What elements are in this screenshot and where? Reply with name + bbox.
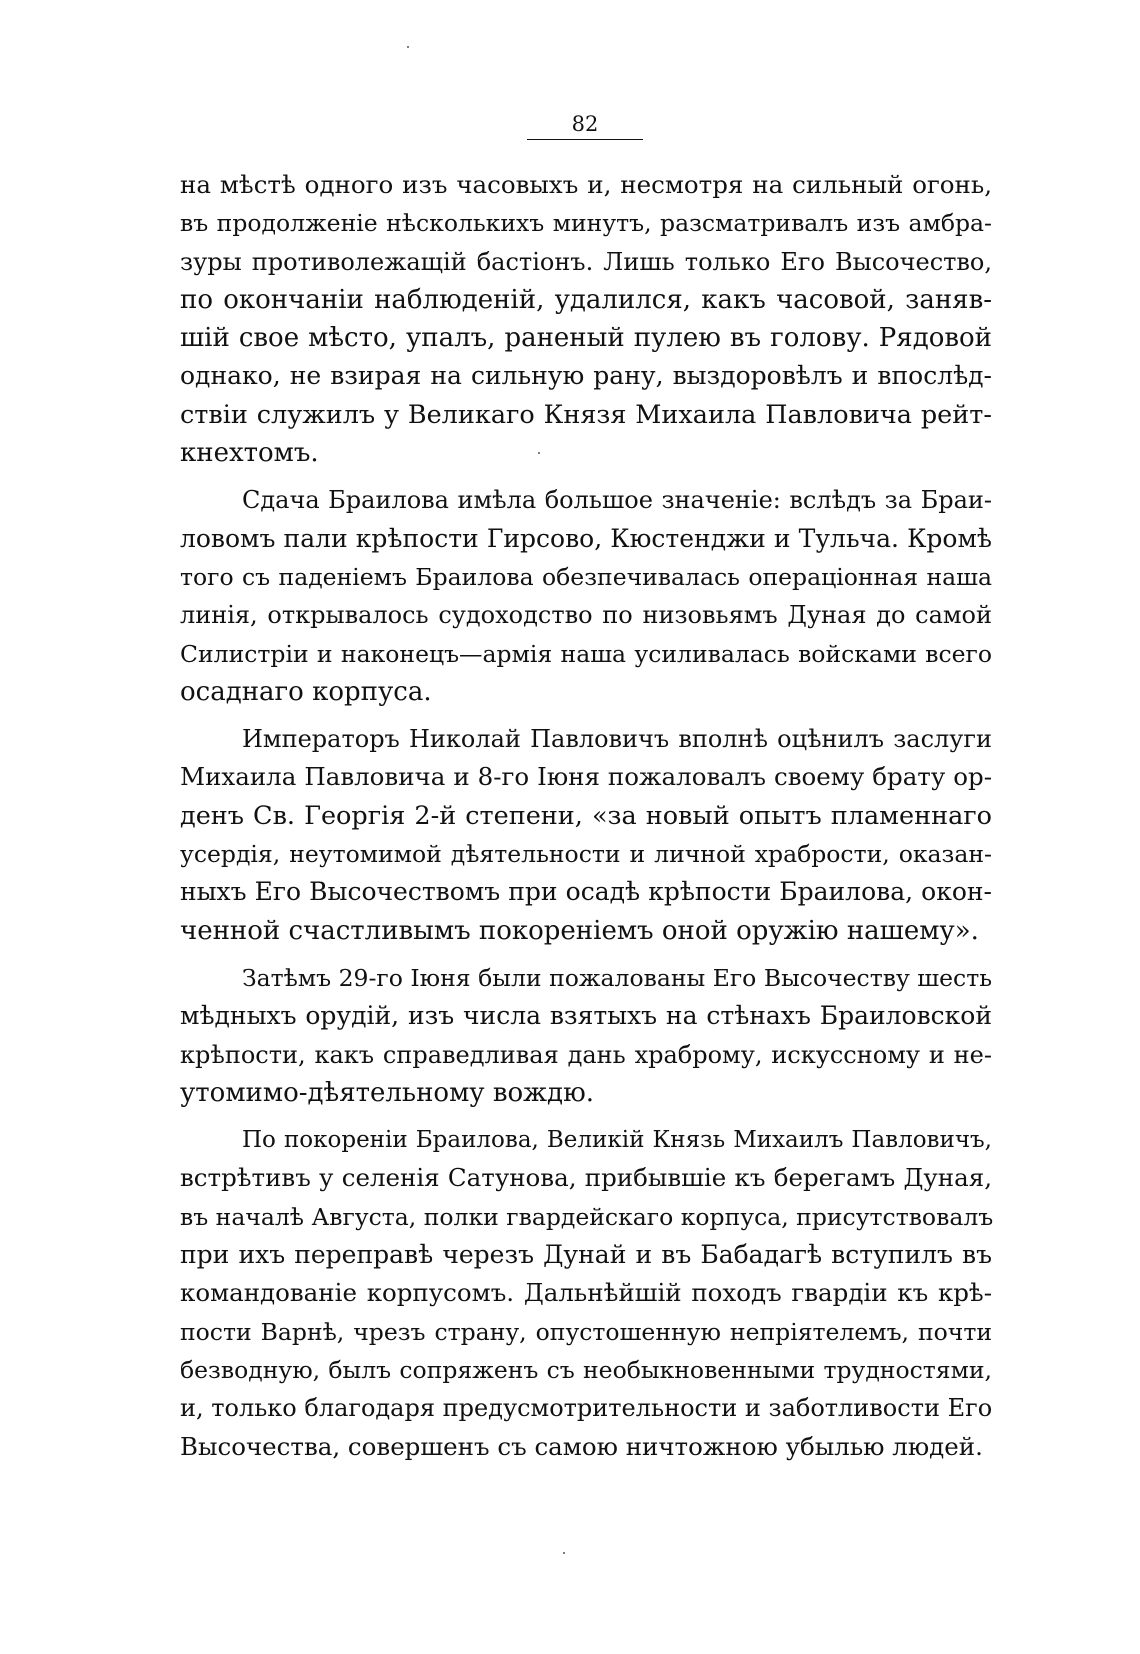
text-line: ловомъ пали крѣпости Гирсово, Кюстенджи и Тульча. Кромѣ [180,523,992,553]
text-line: Затѣмъ 29-го Іюня были пожалованы Его Высочеству шесть [242,963,992,992]
text-line: встрѣтивъ у селенія Сатунова, прибывшіе къ берегамъ Дуная, [180,1163,992,1193]
text-line: Высочества, совершенъ съ самою ничтожною убылью людей. [180,1431,983,1461]
text-line: денъ Св. Георгія 2-й степени, «за новый опытъ пламеннаго [180,800,992,831]
paragraph-gap [180,472,992,481]
body-text [180,166,992,1466]
text-line: усердія, неутомимой дѣятельности и личной храбрости, оказан- [180,840,992,869]
text-line: зуры противолежащій бастіонъ. Лишь только Его Высочество, [180,247,992,276]
text-line: По покореніи Браилова, Великій Князь Михаилъ Павловичъ, [242,1127,992,1154]
text-line: при ихъ переправѣ черезъ Дунай и въ Бабадагѣ вступилъ въ [180,1240,992,1270]
text-line: на мѣстѣ одного изъ часовыхъ и, несмотря на сильный огонь, [180,170,992,199]
text-line: въ началѣ Августа, полки гвардейскаго корпуса, присутствовалъ [180,1202,994,1231]
paragraph-gap [180,711,992,720]
text-line: и, только благодаря предусмотрительности и заботливости Его [180,1394,993,1423]
paragraph-gap [180,950,992,959]
print-speck [407,46,409,48]
page-number: 82 [571,112,599,136]
paragraph [180,481,992,711]
text-line: крѣпости, какъ справедливая дань храброму, искуссному и не- [180,1040,992,1069]
paragraph [180,166,992,472]
text-line: безводную, былъ сопряженъ съ необыкновенными трудностями, [180,1355,992,1384]
text-line: ныхъ Его Высочествомъ при осадѣ крѣпости Браилова, окон- [180,877,992,907]
text-line: ствіи служилъ у Великаго Князя Михаила Павловича рейт- [180,399,992,430]
text-line: пости Варнѣ, чрезъ страну, опустошенную непріятелемъ, почти [180,1317,992,1346]
text-line: однако, не взирая на сильную рану, выздоровѣлъ и впослѣд- [180,361,992,391]
text-line: Михаила Павловича и 8-го Іюня пожаловалъ своему брату ор- [180,762,992,792]
text-line: въ продолженіе нѣсколькихъ минутъ, разсматривалъ изъ амбра- [180,209,992,238]
paragraph-gap [180,1112,992,1121]
text-line: шій свое мѣсто, упалъ, раненый пулею въ голову. Рядовой [180,323,992,354]
text-line: Императоръ Николай Павловичъ вполнѣ оцѣнилъ заслуги [242,725,992,754]
text-line: Силистріи и наконецъ—армія наша усиливалась войсками всего [180,639,992,668]
text-line: ченной счастливымъ покореніемъ оной оружію нашему». [180,915,979,946]
text-line: по окончаніи наблюденій, удалился, какъ часовой, заняв- [180,284,992,315]
text-line: осаднаго корпуса. [180,676,432,707]
paragraph [180,1121,992,1466]
print-speck [563,1552,565,1554]
page-number-rule [527,139,643,140]
text-line: кнехтомъ. [180,438,319,469]
text-line: утомимо-дѣятельному вождю. [180,1077,594,1108]
text-line: командованіе корпусомъ. Дальнѣйшій походъ гвардіи къ крѣ- [180,1278,992,1308]
paragraph [180,720,992,950]
text-line: Сдача Браилова имѣла большое значеніе: вслѣдъ за Браи- [242,486,992,515]
text-line: линія, открывалось судоходство по низовьямъ Дуная до самой [180,601,992,630]
text-line: того съ паденіемъ Браилова обезпечивалась операціонная наша [180,562,992,591]
paragraph [180,959,992,1112]
text-line: мѣдныхъ орудій, изъ числа взятыхъ на стѣнахъ Браиловской [180,1001,992,1031]
